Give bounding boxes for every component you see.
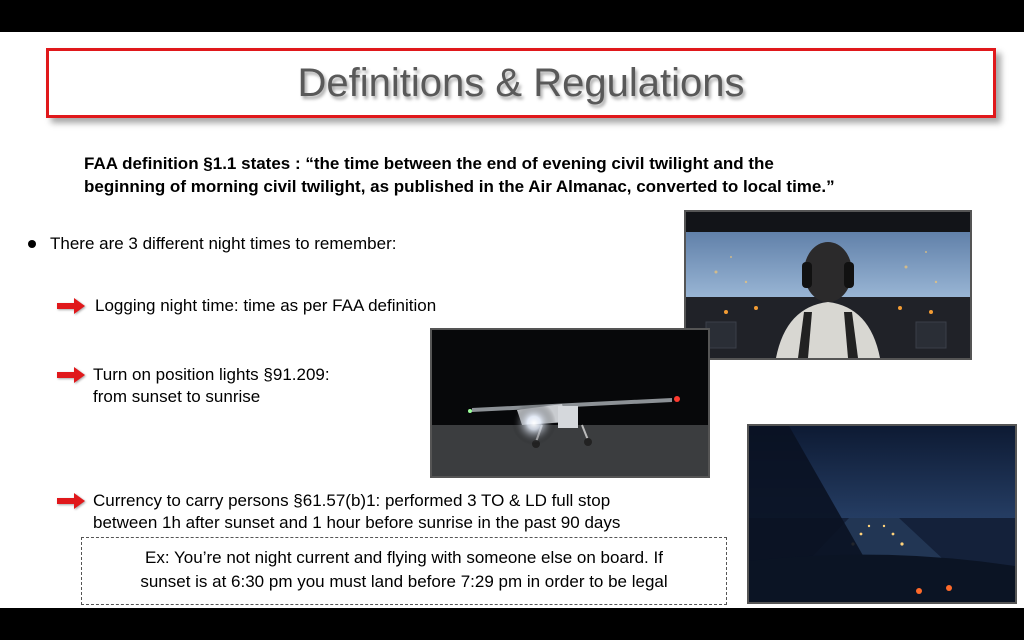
slide [0, 32, 1024, 608]
bullet-point [28, 234, 396, 254]
example-line-1: Ex: You’re not night current and flying with someone else on board. If [145, 548, 663, 567]
red-arrow-icon [57, 298, 85, 314]
red-arrow-icon [57, 493, 85, 509]
cockpit-pilot-photo [684, 210, 972, 360]
list-item-position-lights [57, 364, 330, 408]
title-box [46, 48, 996, 118]
night-airplane-photo [430, 328, 710, 478]
item-1-line-1: Logging night time: time as per FAA definition [95, 296, 437, 315]
slide-title: Definitions & Regulations [297, 60, 745, 105]
item-3-line-1: Currency to carry persons §61.57(b)1: performed 3 TO & LD full stop [93, 491, 611, 510]
example-box [81, 537, 727, 605]
night-runway-photo [747, 424, 1017, 604]
red-arrow-icon [57, 367, 85, 383]
faa-definition [84, 152, 984, 198]
item-3-line-2: between 1h after sunset and 1 hour before sunrise in the past 90 days [93, 513, 621, 532]
bullet-text: There are 3 different night times to remember: [50, 234, 397, 253]
bullet-dot-icon [28, 240, 36, 248]
list-item-currency [57, 490, 620, 534]
definition-line-2: beginning of morning civil twilight, as published in the Air Almanac, converted to local time.” [84, 177, 835, 196]
list-item-logging [57, 295, 436, 317]
example-line-2: sunset is at 6:30 pm you must land before 7:29 pm in order to be legal [140, 572, 668, 591]
item-2-line-2: from sunset to sunrise [93, 387, 261, 406]
item-2-line-1: Turn on position lights §91.209: [93, 365, 330, 384]
definition-line-1: FAA definition §1.1 states : “the time between the end of evening civil twilight and the [84, 154, 774, 173]
